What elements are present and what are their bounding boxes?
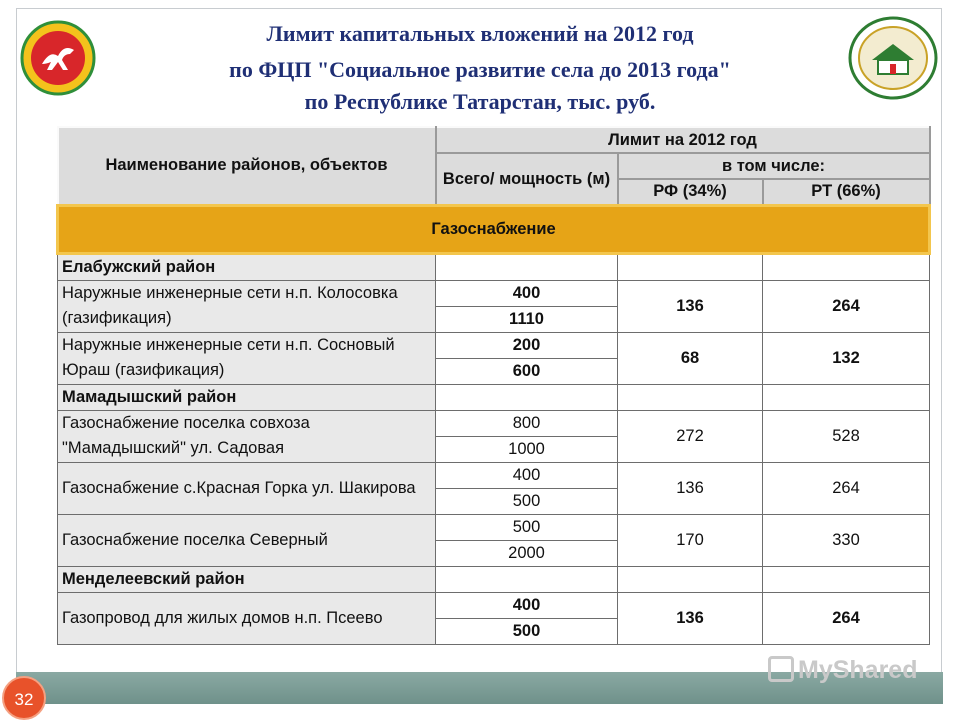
power-value: 1110: [436, 306, 618, 332]
object-name: Наружные инженерные сети н.п. Колосовка (газификация): [58, 280, 436, 332]
header-total: Всего/ мощность (м): [436, 153, 618, 205]
total-value: 400: [436, 462, 618, 488]
object-name: Наружные инженерные сети н.п. Сосновый Юраш (газификация): [58, 332, 436, 384]
rf-value: 136: [618, 592, 763, 644]
section-gas-supply: Газоснабжение: [58, 205, 930, 253]
power-value: 500: [436, 488, 618, 514]
rf-value: 170: [618, 514, 763, 566]
slide-number-badge: 32: [2, 676, 46, 720]
object-name: Газопровод для жилых домов н.п. Псеево: [58, 592, 436, 644]
total-value: 400: [436, 592, 618, 618]
object-name: Газоснабжение поселка совхоза "Мамадышский" ул. Садовая: [58, 410, 436, 462]
object-name: Газоснабжение с.Красная Горка ул. Шакирова: [58, 462, 436, 514]
rt-value: 264: [763, 592, 930, 644]
rt-value: 330: [763, 514, 930, 566]
total-value: 200: [436, 332, 618, 358]
total-value: 500: [436, 514, 618, 540]
header-rf: РФ (34%): [618, 179, 763, 205]
rf-value: 272: [618, 410, 763, 462]
header-including: в том числе:: [618, 153, 930, 179]
object-name: Газоснабжение поселка Северный: [58, 514, 436, 566]
header-name-column: Наименование районов, объектов: [58, 127, 436, 205]
presentation-icon: [768, 656, 794, 682]
total-value: 400: [436, 280, 618, 306]
rf-value: 136: [618, 280, 763, 332]
power-value: 2000: [436, 540, 618, 566]
ministry-emblem-icon: [848, 16, 938, 100]
rt-value: 264: [763, 280, 930, 332]
capital-investment-table: [56, 126, 931, 645]
title-line-3: по Республике Татарстан, тыс. руб.: [304, 89, 656, 114]
power-value: 600: [436, 358, 618, 384]
district-row: Мамадышский район: [58, 384, 436, 410]
total-value: 800: [436, 410, 618, 436]
rt-value: 528: [763, 410, 930, 462]
rt-value: 264: [763, 462, 930, 514]
header-limit: Лимит на 2012 год: [436, 127, 930, 153]
tatarstan-emblem-icon: [20, 20, 96, 96]
watermark-text: MyShared: [798, 656, 918, 684]
rf-value: 136: [618, 462, 763, 514]
header-rt: РТ (66%): [763, 179, 930, 205]
power-value: 1000: [436, 436, 618, 462]
rt-value: 132: [763, 332, 930, 384]
district-row: Менделеевский район: [58, 566, 436, 592]
title-line-1: Лимит капитальных вложений на 2012 год: [266, 21, 694, 46]
title-line-2: по ФЦП "Социальное развитие села до 2013 года": [229, 57, 731, 82]
rf-value: 68: [618, 332, 763, 384]
district-row: Елабужский район: [58, 253, 436, 280]
watermark: [768, 656, 917, 685]
power-value: 500: [436, 618, 618, 644]
